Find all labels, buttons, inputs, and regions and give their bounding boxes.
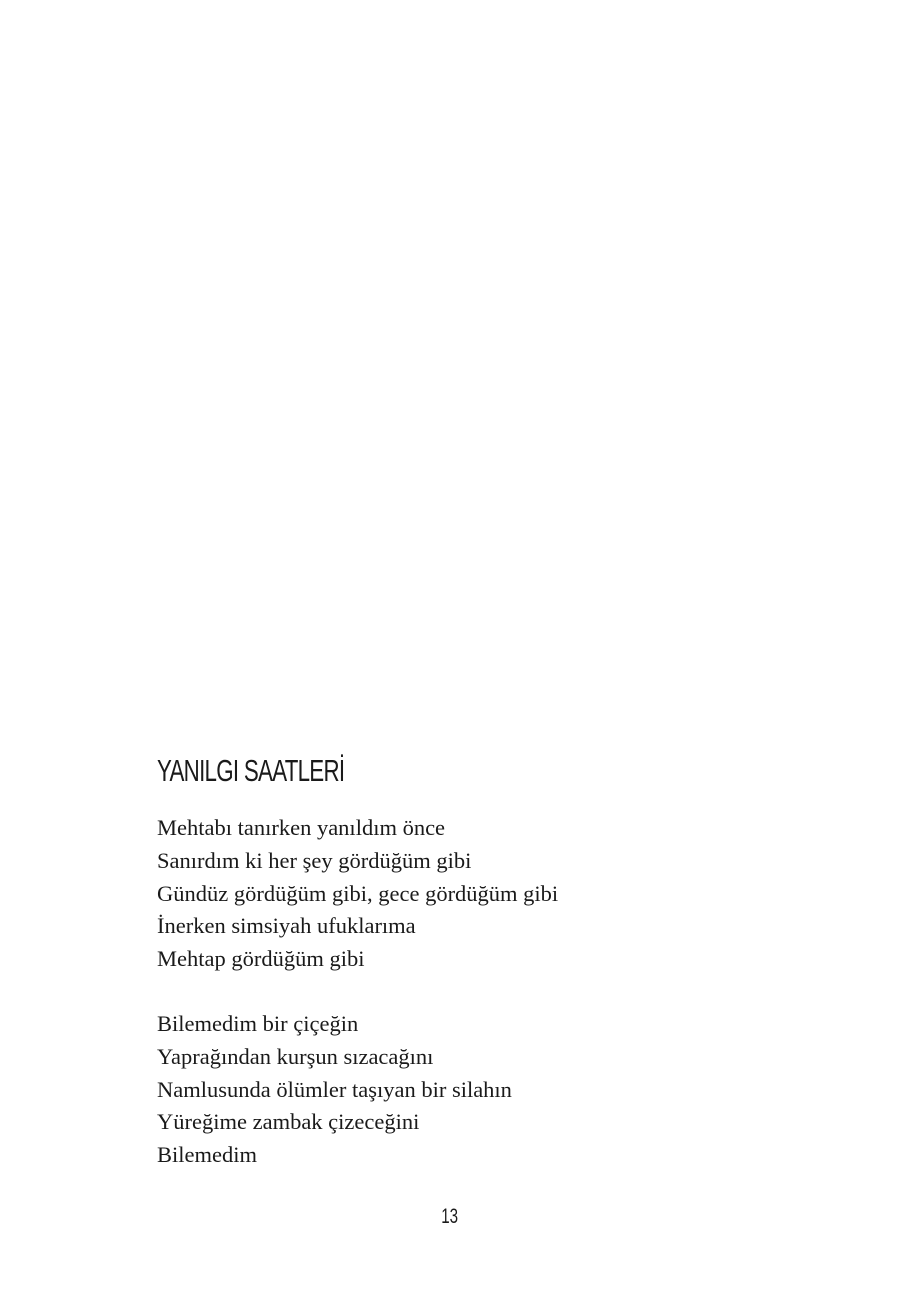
poem-line: Mehtap gördüğüm gibi (157, 946, 365, 972)
poem-line: Gündüz gördüğüm gibi, gece gördüğüm gibi (157, 880, 559, 906)
poem-line: Bilemedim bir çiçeğin (157, 1011, 359, 1036)
page-number (0, 1205, 900, 1229)
stanza-2 (157, 1008, 512, 1172)
poem-line: Bilemedim (157, 1142, 257, 1168)
page-number-text: 13 (441, 1205, 459, 1228)
poem-line: Sanırdım ki her şey gördüğüm gibi (157, 847, 472, 873)
poem-title: YANILGI SAATLERİ (157, 753, 345, 788)
poem-line: Yüreğime zambak çizeceğini (157, 1109, 420, 1135)
poem-line: Yaprağından kurşun sızacağını (157, 1043, 434, 1069)
poem-line: İnerken simsiyah ufuklarıma (157, 913, 416, 939)
stanza-1 (157, 812, 558, 976)
poem-line: Mehtabı tanırken yanıldım önce (157, 815, 446, 840)
poem-line: Namlusunda ölümler taşıyan bir silahın (157, 1076, 512, 1102)
